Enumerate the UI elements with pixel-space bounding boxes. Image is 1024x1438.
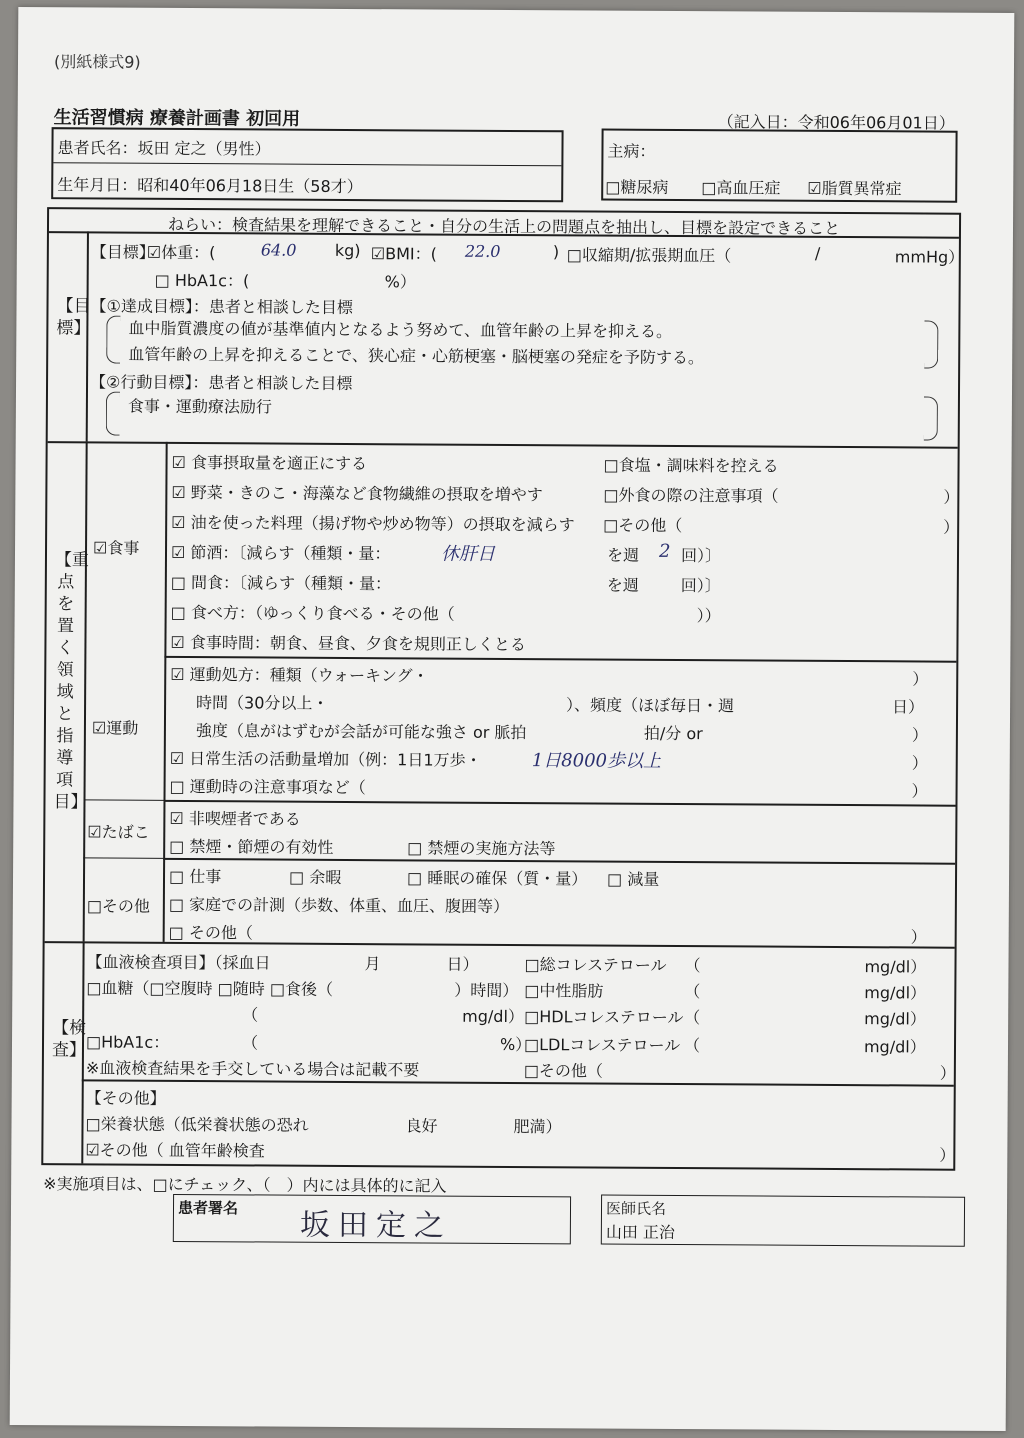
other-item[interactable]: □ その他（ bbox=[168, 922, 253, 943]
paren-close: ） bbox=[911, 725, 928, 745]
bmi-checkbox[interactable]: ☑BMI：( bbox=[370, 244, 437, 264]
diet-item[interactable]: ☑ 食事摂取量を適正にする bbox=[171, 452, 368, 474]
paren-close: ） bbox=[943, 487, 960, 507]
disease-diabetes[interactable]: □糖尿病 bbox=[605, 177, 669, 197]
disease-hypertension[interactable]: □高血圧症 bbox=[701, 178, 781, 198]
goal-target-label: 【目標】 bbox=[90, 242, 155, 262]
footer-note: ※実施項目は、□にチェック、（ ）内には具体的に記入 bbox=[43, 1174, 447, 1196]
paren-close: ） bbox=[939, 1145, 956, 1165]
exam-other-title: 【その他】 bbox=[85, 1088, 166, 1108]
blood-month: 月 bbox=[364, 954, 381, 974]
exercise-item[interactable]: ☑ 運動処方：種類（ウォーキング・ bbox=[170, 664, 429, 686]
doctor-box bbox=[601, 1195, 965, 1247]
bp-unit: mmHg） bbox=[894, 247, 965, 267]
lipid-unit: mg/dl） bbox=[864, 1009, 926, 1029]
diet-right-item[interactable]: □外食の際の注意事項（ bbox=[603, 485, 779, 506]
patient-name: 患者氏名：坂田 定之（男性） bbox=[57, 138, 271, 159]
goal1-label: 【①達成目標】：患者と相談した目標 bbox=[90, 296, 353, 318]
tobacco-item[interactable]: □ 禁煙・節煙の有効性 bbox=[169, 836, 334, 857]
main-table bbox=[41, 207, 965, 1171]
diet-right-item[interactable]: □その他（ bbox=[603, 515, 683, 536]
lipid-unit: mg/dl） bbox=[863, 1037, 926, 1057]
alcohol-count-handwritten: 2 bbox=[658, 540, 671, 562]
paren-close: ） bbox=[943, 517, 960, 537]
lipid-item[interactable]: □LDLコレステロール bbox=[523, 1035, 681, 1056]
lipid-unit: mg/dl） bbox=[864, 983, 927, 1003]
form-code: (別紙様式9) bbox=[53, 52, 141, 72]
goal2-line: 食事・運動療法励行 bbox=[127, 396, 272, 417]
paren-close: ） bbox=[910, 927, 927, 947]
snack-times: 回）〕 bbox=[680, 576, 721, 596]
bmi-value: 22.0 bbox=[464, 241, 501, 261]
main-disease-label: 主病： bbox=[607, 141, 656, 161]
other-item[interactable]: □ 減量 bbox=[606, 869, 660, 889]
nutrition-obese: 肥満） bbox=[513, 1117, 562, 1137]
patient-signature: 坂田定之 bbox=[299, 1207, 453, 1244]
exercise-frequency: ）、頻度（ほぼ毎日・週 bbox=[566, 695, 735, 716]
weight-checkbox[interactable]: ☑体重：( bbox=[146, 242, 216, 263]
blood-note: ※血液検査結果を手交している場合は記載不要 bbox=[85, 1058, 420, 1080]
glucose-time: ）時間） bbox=[454, 980, 519, 1001]
disease-dyslipidemia[interactable]: ☑脂質異常症 bbox=[807, 178, 902, 199]
goal2-label: 【②行動目標】：患者と相談した目標 bbox=[89, 372, 353, 394]
doctor-label: 医師氏名 bbox=[605, 1199, 667, 1218]
other-item[interactable]: □ 仕事 bbox=[168, 866, 222, 887]
goal1-line: 血管年齢の上昇を抑えることで、狭心症・心筋梗塞・脳梗塞の発症を予防する。 bbox=[128, 344, 704, 368]
exercise-frequency-unit: 日） bbox=[892, 697, 925, 717]
alcohol-handwritten: 休肝日 bbox=[440, 543, 496, 565]
patient-birth: 生年月日：昭和40年06月18日生（58才） bbox=[57, 175, 363, 197]
weight-value: 64.0 bbox=[260, 240, 297, 260]
paren-close: ） bbox=[912, 669, 929, 689]
exercise-item: 強度（息がはずむが会話が可能な強さ or 脈拍 bbox=[195, 721, 527, 743]
alcohol-week: を週 bbox=[606, 545, 640, 565]
diet-item-eating[interactable]: □ 食べ方：（ゆっくり食べる・その他（ bbox=[170, 602, 455, 624]
page-title: 生活習慣病 療養計画書 初回用 bbox=[53, 107, 301, 130]
form-sheet bbox=[10, 7, 1015, 1431]
blood-day: 日） bbox=[446, 954, 479, 974]
hba1c-goal-unit: %） bbox=[384, 272, 416, 292]
daily-steps-handwritten: 1日8000歩以上 bbox=[531, 750, 662, 772]
eat-close: ）） bbox=[696, 606, 721, 626]
patient-box bbox=[51, 127, 563, 202]
bp-checkbox[interactable]: □収縮期/拡張期血圧（ bbox=[566, 245, 732, 266]
hba1c-checkbox[interactable]: □HbA1c： bbox=[85, 1032, 170, 1052]
glucose-unit: mg/dl） bbox=[462, 1006, 524, 1027]
pulse-unit: 拍/分 or bbox=[643, 723, 703, 744]
blood-test-title: 【血液検査項目】（採血日 bbox=[86, 952, 271, 973]
patient-sign-label: 患者署名 bbox=[177, 1198, 239, 1218]
patient-signature-box[interactable] bbox=[173, 1194, 571, 1244]
doctor-name: 山田 正治 bbox=[605, 1222, 676, 1243]
tobacco-item[interactable]: □ 禁煙の実施方法等 bbox=[407, 838, 556, 859]
diet-item-mealtime[interactable]: ☑ 食事時間：朝食、昼食、夕食を規則正しくとる bbox=[170, 632, 526, 655]
bp-slash: / bbox=[814, 243, 821, 263]
paren-open: （ bbox=[242, 1005, 259, 1025]
glucose-checkbox[interactable]: □血糖（□空腹時 □随時 □食後（ bbox=[86, 978, 334, 999]
exam-side-label: 【検査】 bbox=[51, 1018, 87, 1061]
paren-open: （ bbox=[684, 982, 701, 1002]
nutrition-checkbox[interactable]: □栄養状態（低栄養状態の恐れ bbox=[85, 1114, 309, 1135]
diet-category[interactable]: ☑食事 bbox=[92, 538, 140, 558]
diet-item[interactable]: ☑ 野菜・きのこ・海藻など食物繊維の摂取を増やす bbox=[171, 482, 543, 505]
lipid-item[interactable]: □総コレステロール bbox=[524, 955, 667, 975]
other-item[interactable]: □ 睡眠の確保（質・量） bbox=[406, 868, 588, 889]
snack-week: を週 bbox=[606, 575, 639, 595]
lipid-unit: mg/dl） bbox=[864, 957, 927, 977]
diet-right-item[interactable]: □食塩・調味料を控える bbox=[603, 455, 779, 476]
aim-text: ねらい：検査結果を理解できること・自分の生活上の問題点を抽出し、目標を設定できること bbox=[167, 214, 841, 238]
lipid-item[interactable]: □HDLコレステロール bbox=[524, 1007, 684, 1028]
paren-open: （ bbox=[684, 956, 701, 976]
hba1c-goal-checkbox[interactable]: □ HbA1c：( bbox=[154, 270, 250, 291]
diet-item-snack[interactable]: □ 間食：〔減らす（種類・量： bbox=[170, 572, 392, 594]
alcohol-times: 回）〕 bbox=[680, 546, 722, 566]
other-item[interactable]: □ 余暇 bbox=[288, 867, 342, 887]
lipid-item[interactable]: □中性脂肪 bbox=[524, 981, 604, 1001]
paren-close: ） bbox=[939, 1063, 956, 1083]
other-item[interactable]: □ 家庭での計測（歩数、体重、血圧、腹囲等） bbox=[168, 894, 510, 916]
diet-item-alcohol[interactable]: ☑ 節酒：〔減らす（種類・量： bbox=[170, 542, 391, 564]
exercise-item: 時間（30分以上・ bbox=[196, 693, 329, 713]
exam-other-item[interactable]: ☑その他（ 血管年齢検査 bbox=[85, 1140, 265, 1161]
weight-unit: kg) bbox=[334, 240, 361, 261]
bmi-close: ) bbox=[552, 242, 560, 262]
exercise-category[interactable]: ☑運動 bbox=[91, 718, 139, 738]
entry-date: （記入日：令和06年06月01日） bbox=[717, 112, 955, 133]
paren-open: （ bbox=[684, 1008, 701, 1028]
tobacco-category[interactable]: ☑たばこ bbox=[87, 822, 150, 842]
goal-side-label: 【目標】 bbox=[56, 296, 91, 339]
paren-open: （ bbox=[683, 1036, 701, 1056]
hba1c-unit: %） bbox=[499, 1034, 532, 1055]
paren-close: ） bbox=[911, 753, 928, 773]
paren-open: （ bbox=[241, 1033, 259, 1053]
exercise-item[interactable]: □ 運動時の注意事項など（ bbox=[169, 776, 366, 798]
focus-side-label: 【重点を置く領域と指導項目】 bbox=[53, 550, 90, 813]
tobacco-item[interactable]: ☑ 非喫煙者である bbox=[169, 808, 301, 829]
goal1-line: 血中脂質濃度の値が基準値内となるよう努めて、血管年齢の上昇を抑える。 bbox=[128, 318, 673, 341]
other-category[interactable]: □その他 bbox=[86, 896, 151, 916]
main-disease-box bbox=[601, 129, 957, 203]
lipid-other[interactable]: □その他（ bbox=[523, 1061, 604, 1081]
nutrition-good: 良好 bbox=[405, 1116, 438, 1136]
diet-item[interactable]: ☑ 油を使った料理（揚げ物や炒め物等）の摂取を減らす bbox=[171, 512, 575, 535]
exercise-item-daily[interactable]: ☑ 日常生活の活動量増加（例：1日1万歩・ bbox=[169, 748, 482, 770]
paren-close: ） bbox=[911, 781, 928, 801]
